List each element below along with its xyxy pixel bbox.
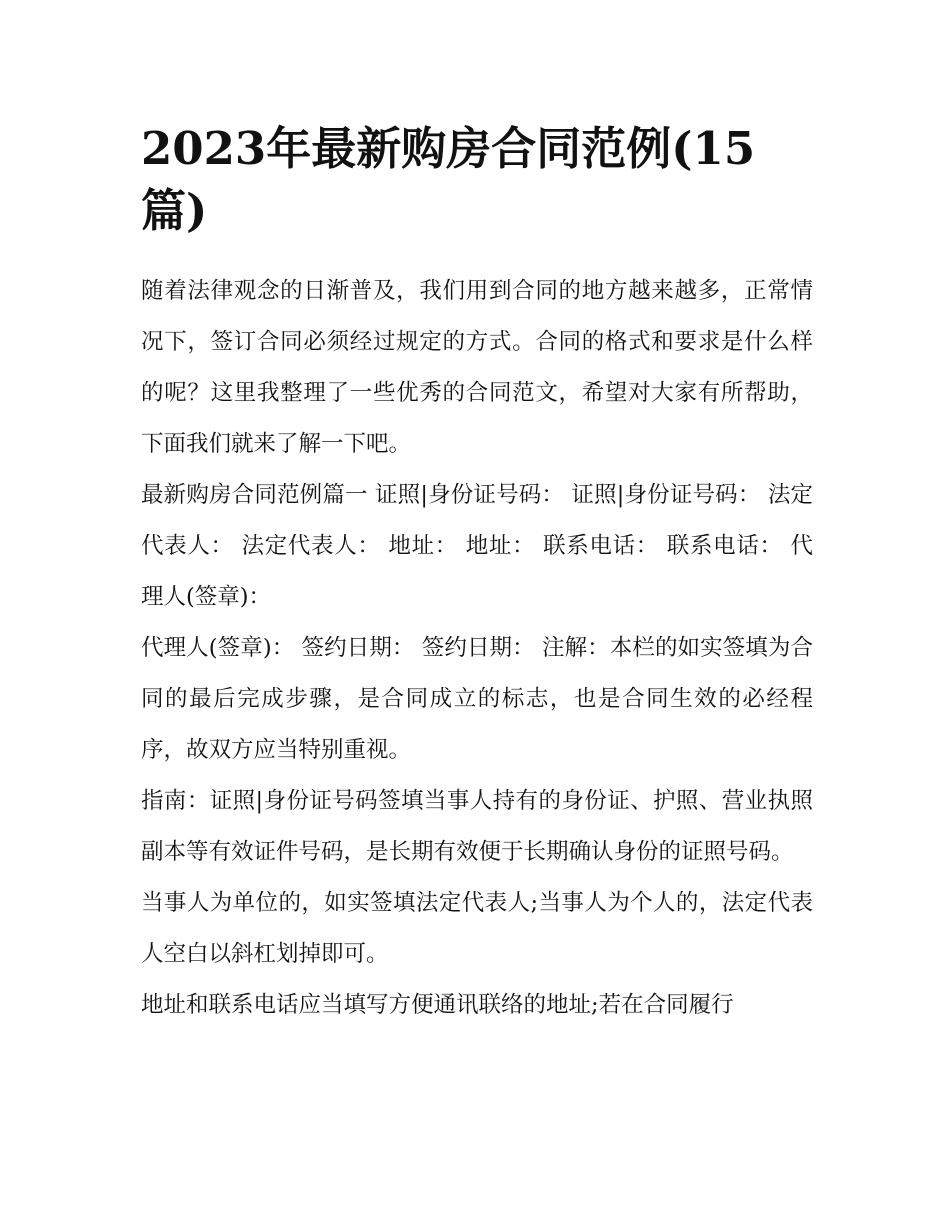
- signing-date-note-paragraph: 代理人(签章)： 签约日期： 签约日期： 注解：本栏的如实签填为合同的最后完成步骤，是合同成立的标志，也是合同生效的必经程序，故双方应当特别重视。: [141, 635, 813, 763]
- document-title: 2023年最新购房合同范例(15篇): [141, 122, 756, 237]
- document-page: [141, 118, 813, 1031]
- legal-representative-paragraph: 当事人为单位的，如实签填法定代表人;当事人为个人的，法定代表人空白以斜杠划掉即可。: [141, 890, 813, 967]
- address-phone-paragraph: 地址和联系电话应当填写方便通讯联络的地址;若在合同履行: [141, 992, 734, 1018]
- intro-paragraph: 随着法律观念的日渐普及，我们用到合同的地方越来越多，正常情况下，签订合同必须经过规定的方式。合同的格式和要求是什么样的呢？这里我整理了一些优秀的合同范文，希望对大家有所帮助，下面我们就来了解一下吧。: [141, 278, 813, 457]
- id-number-guide-paragraph: 指南：证照|身份证号码签填当事人持有的身份证、护照、营业执照副本等有效证件号码，是长期有效便于长期确认身份的证照号码。: [141, 788, 813, 865]
- contract-signature-fields-paragraph: 最新购房合同范例篇一 证照|身份证号码： 证照|身份证号码： 法定代表人： 法定代表人： 地址： 地址： 联系电话： 联系电话： 代理人(签章)：: [141, 482, 813, 610]
